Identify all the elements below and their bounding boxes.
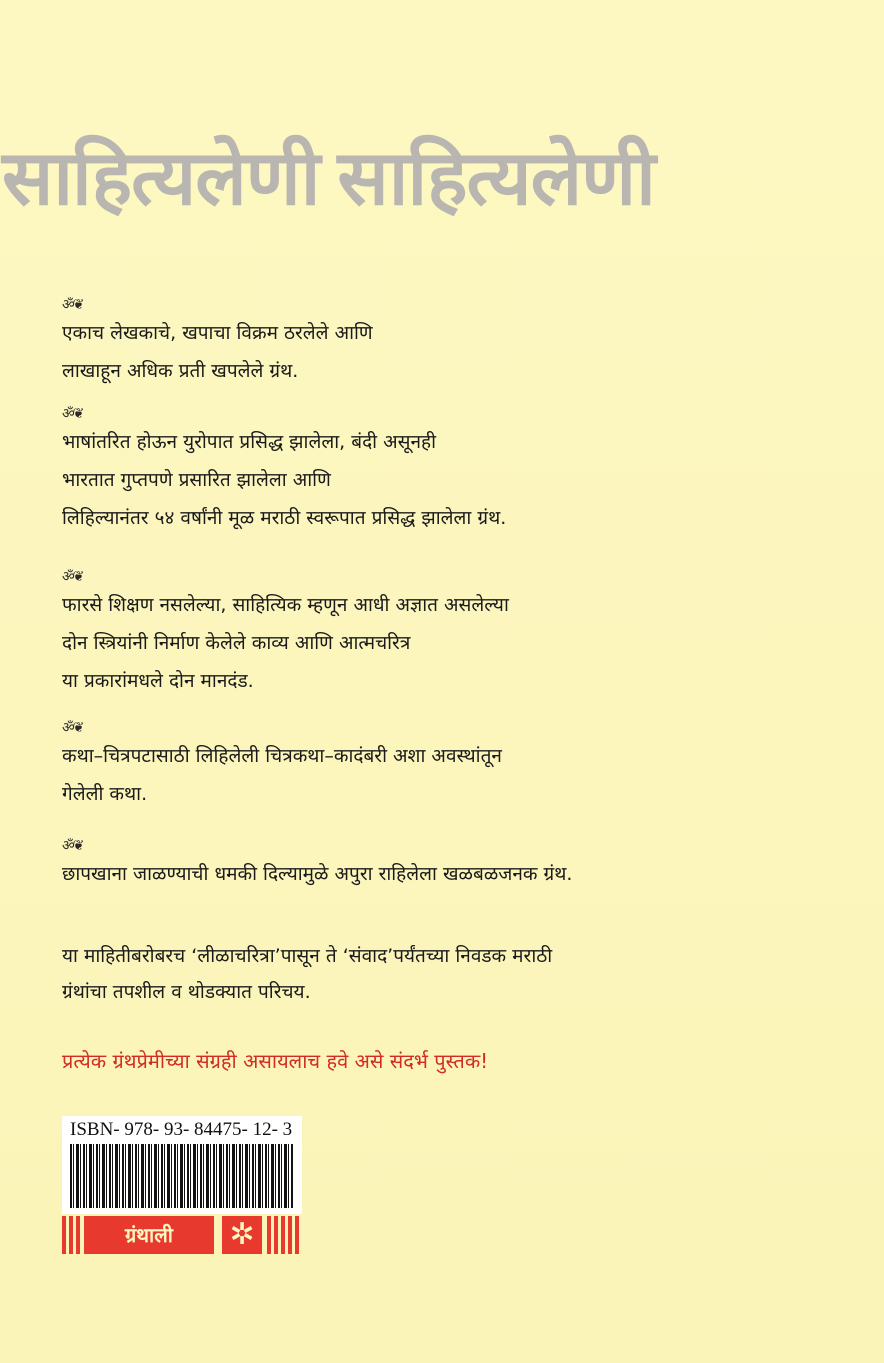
ornament-icon: ॐ❦ [62, 297, 83, 313]
blurb-section-1 [62, 296, 373, 390]
blurb-section-5 [62, 837, 572, 893]
blurb-line: लाखाहून अधिक प्रती खपलेले ग्रंथ. [62, 360, 299, 382]
publisher-logo [62, 1212, 302, 1258]
logo-stripes-right [267, 1216, 302, 1254]
blurb-line: छापखाना जाळण्याची धमकी दिल्यामुळे अपुरा राहिलेला खळबळजनक ग्रंथ. [62, 863, 573, 885]
blurb-line: एकाच लेखकाचे, खपाचा विक्रम ठरलेले आणि [62, 322, 373, 344]
blurb-section-4 [62, 719, 502, 813]
ornament-icon: ॐ❦ [62, 406, 83, 422]
ornament-icon: ॐ❦ [62, 838, 83, 854]
isbn-number: ISBN- 978- 93- 84475- 12- 3 [70, 1119, 293, 1140]
publisher-name: ग्रंथाली [84, 1216, 214, 1254]
blurb-line: कथा–चित्रपटासाठी लिहिलेली चित्रकथा–कादंबरी अशा अवस्थांतून [62, 745, 502, 767]
isbn-barcode-box [62, 1116, 302, 1214]
summary-line-1: या माहितीबरोबरच ‘लीळाचरित्रा’पासून ते ‘संवाद’पर्यंतच्या निवडक मराठी [62, 945, 553, 967]
blurb-line: भाषांतरित होऊन युरोपात प्रसिद्ध झालेला, बंदी असूनही [62, 431, 437, 453]
ornament-icon: ॐ❦ [62, 720, 83, 736]
barcode [70, 1144, 294, 1208]
cover-title-banner [0, 128, 884, 228]
summary-line-2: ग्रंथांचा तपशील व थोडक्यात परिचय. [62, 981, 311, 1003]
blurb-line: लिहिल्यानंतर ५४ वर्षांनी मूळ मराठी स्वरूपात प्रसिद्ध झालेला ग्रंथ. [62, 507, 507, 529]
blurb-line: भारतात गुप्तपणे प्रसारित झालेला आणि [62, 469, 331, 491]
blurb-line: गेलेली कथा. [62, 783, 148, 805]
logo-stripes-left [62, 1216, 80, 1254]
blurb-section-2 [62, 405, 506, 537]
cover-title-word-1: साहित्यलेणी [2, 133, 320, 222]
cover-title-word-2: साहित्यलेणी [337, 133, 655, 222]
tagline: प्रत्येक ग्रंथप्रेमीच्या संग्रही असायलाच हवे असे संदर्भ पुस्तक! [62, 1049, 489, 1073]
blurb-line: या प्रकारांमधले दोन मानदंड. [62, 670, 254, 692]
blurb-line: दोन स्त्रियांनी निर्माण केलेले काव्य आणि आत्मचरित्र [62, 632, 411, 654]
ornament-icon: ॐ❦ [62, 569, 83, 585]
blurb-line: फारसे शिक्षण नसलेल्या, साहित्यिक म्हणून आधी अज्ञात असलेल्या [62, 594, 509, 616]
publisher-star-icon: ✲ [222, 1216, 262, 1254]
blurb-section-3 [62, 568, 509, 700]
